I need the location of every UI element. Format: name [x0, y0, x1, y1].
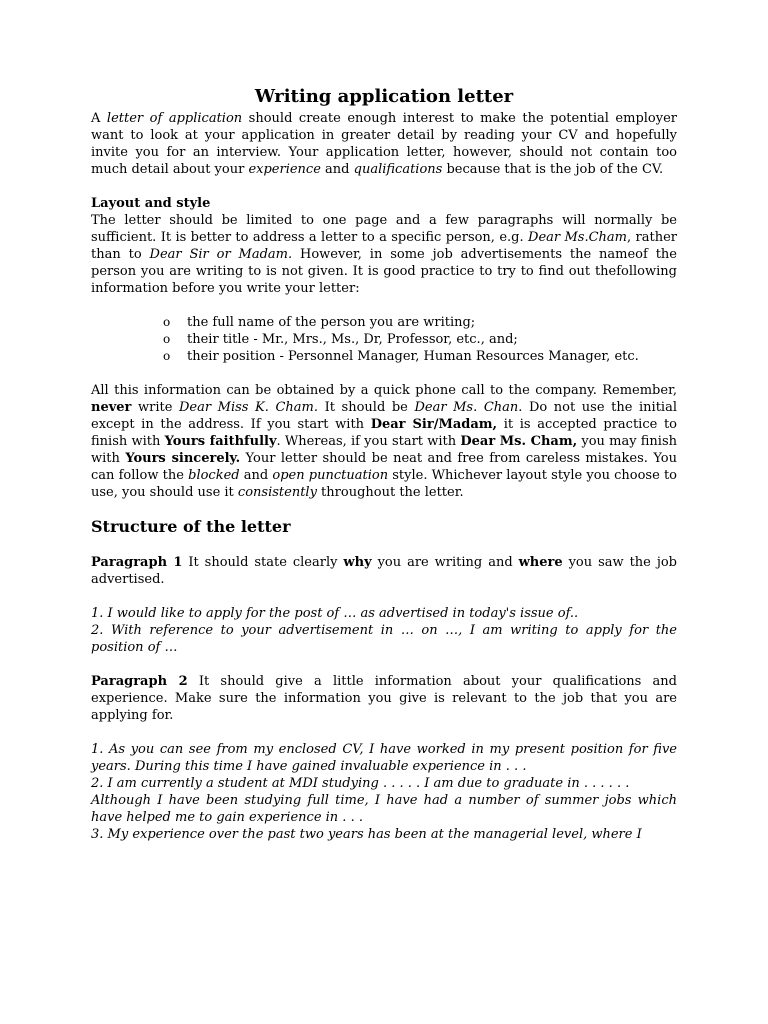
layout-text: However, in some job advertisements the nameof the person you are writing to is not given. It is good practice to try to find out thefollowing information before you write your letter:: [91, 247, 677, 296]
paragraph-2-label: Paragraph 2: [91, 674, 188, 689]
paragraph-1-label: Paragraph 1: [91, 555, 183, 570]
bullet-icon: o: [163, 349, 171, 363]
intro-text: should create enough interest to make the potential employer want to look at your application in greater detail by reading your CV and hopefully invite you for an interview. Your application letter, however, should not contain too much detail about your: [91, 111, 677, 177]
layout-italic: open punctuation: [272, 468, 389, 483]
layout-paragraph-2: [91, 382, 677, 501]
layout-text: . Whereas, if you start with: [276, 434, 461, 449]
layout-text: , rather than to: [91, 230, 678, 262]
list-item: [163, 314, 677, 331]
layout-bold: Dear Sir/Madam,: [370, 417, 498, 432]
structure-text: It should give a little information about your qualifications and experience. Make sure the information you give is relevant to the job that you are applying for.: [91, 674, 677, 723]
layout-text: throughout the letter.: [316, 485, 464, 500]
structure-bold: why: [343, 555, 372, 570]
layout-text: style. Whichever layout style you choose to use, you should use it: [91, 468, 678, 500]
list-item-text: their title - Mr., Mrs., Ms., Dr, Professor, etc., and;: [187, 332, 518, 347]
document-title: Writing application letter: [254, 86, 514, 107]
layout-text: Your letter should be neat and free from careless mistakes. You can follow the: [91, 451, 677, 483]
layout-text: you may finish with: [91, 434, 678, 466]
bullet-icon: o: [163, 332, 171, 346]
info-bullet-list: [91, 314, 677, 365]
structure-bold: where: [518, 555, 563, 570]
structure-heading: Structure of the letter: [91, 517, 291, 536]
bullet-icon: o: [163, 315, 171, 329]
layout-bold: Yours faithfully: [164, 434, 277, 449]
layout-bold: Yours sincerely.: [125, 451, 241, 466]
example-line: 1. As you can see from my enclosed CV, I have worked in my present position for five years. During this time I have gained invaluable experience in . . .: [91, 742, 677, 774]
structure-text: It should state clearly: [182, 555, 344, 570]
layout-bold: Dear Ms. Cham,: [460, 434, 578, 449]
example-line: 2. I am currently a student at MDI studying . . . . . I am due to graduate in . . . . . .: [91, 776, 630, 791]
list-item-text: the full name of the person you are writing;: [187, 315, 476, 330]
layout-italic: Dear Sir or Madam.: [149, 247, 293, 262]
layout-text: write: [131, 400, 179, 415]
layout-text: It should be: [318, 400, 415, 415]
intro-text: A: [91, 111, 107, 126]
example-line: 2. With reference to your advertisement in … on …, I am writing to apply for the position of …: [91, 623, 677, 655]
layout-italic: Dear Ms.Cham: [528, 230, 628, 245]
layout-text: All this information can be obtained by a quick phone call to the company. Remember,: [91, 383, 677, 398]
paragraph-2-description: [91, 673, 677, 724]
layout-bold: never: [91, 400, 132, 415]
intro-text: and: [320, 162, 354, 177]
intro-italic: letter of application: [106, 111, 243, 126]
layout-italic: consistently: [237, 485, 317, 500]
paragraph-1-description: [91, 554, 677, 588]
document-page: [91, 86, 677, 843]
example-line: Although I have been studying full time, I have had a number of summer jobs which have helped me to gain experience in . . .: [91, 793, 677, 825]
layout-heading: Layout and style: [91, 196, 211, 211]
example-line: 3. My experience over the past two years has been at the managerial level, where I: [91, 827, 642, 842]
structure-text: you are writing and: [371, 555, 519, 570]
layout-text: it is accepted practice to finish with: [91, 417, 678, 449]
intro-italic: experience: [248, 162, 321, 177]
structure-text: you saw the job advertised.: [91, 555, 677, 587]
layout-text: Do not use the initial except in the address. If you start with: [91, 400, 677, 432]
intro-italic: qualifications: [353, 162, 443, 177]
example-line: 1. I would like to apply for the post of … as advertised in today's issue of..: [91, 606, 579, 621]
intro-paragraph: [91, 110, 677, 178]
layout-paragraph-1: [91, 212, 677, 297]
layout-italic: blocked: [188, 468, 240, 483]
layout-text: and: [239, 468, 273, 483]
list-item: [163, 348, 677, 365]
intro-text: because that is the job of the CV.: [442, 162, 664, 177]
list-item: [163, 331, 677, 348]
layout-text: The letter should be limited to one page and a few paragraphs will normally be sufficient. It is better to address a letter to a specific person, e.g.: [91, 213, 677, 245]
list-item-text: their position - Personnel Manager, Human Resources Manager, etc.: [187, 349, 639, 364]
layout-italic: Dear Ms. Chan.: [414, 400, 523, 415]
layout-italic: Dear Miss K. Cham.: [179, 400, 319, 415]
